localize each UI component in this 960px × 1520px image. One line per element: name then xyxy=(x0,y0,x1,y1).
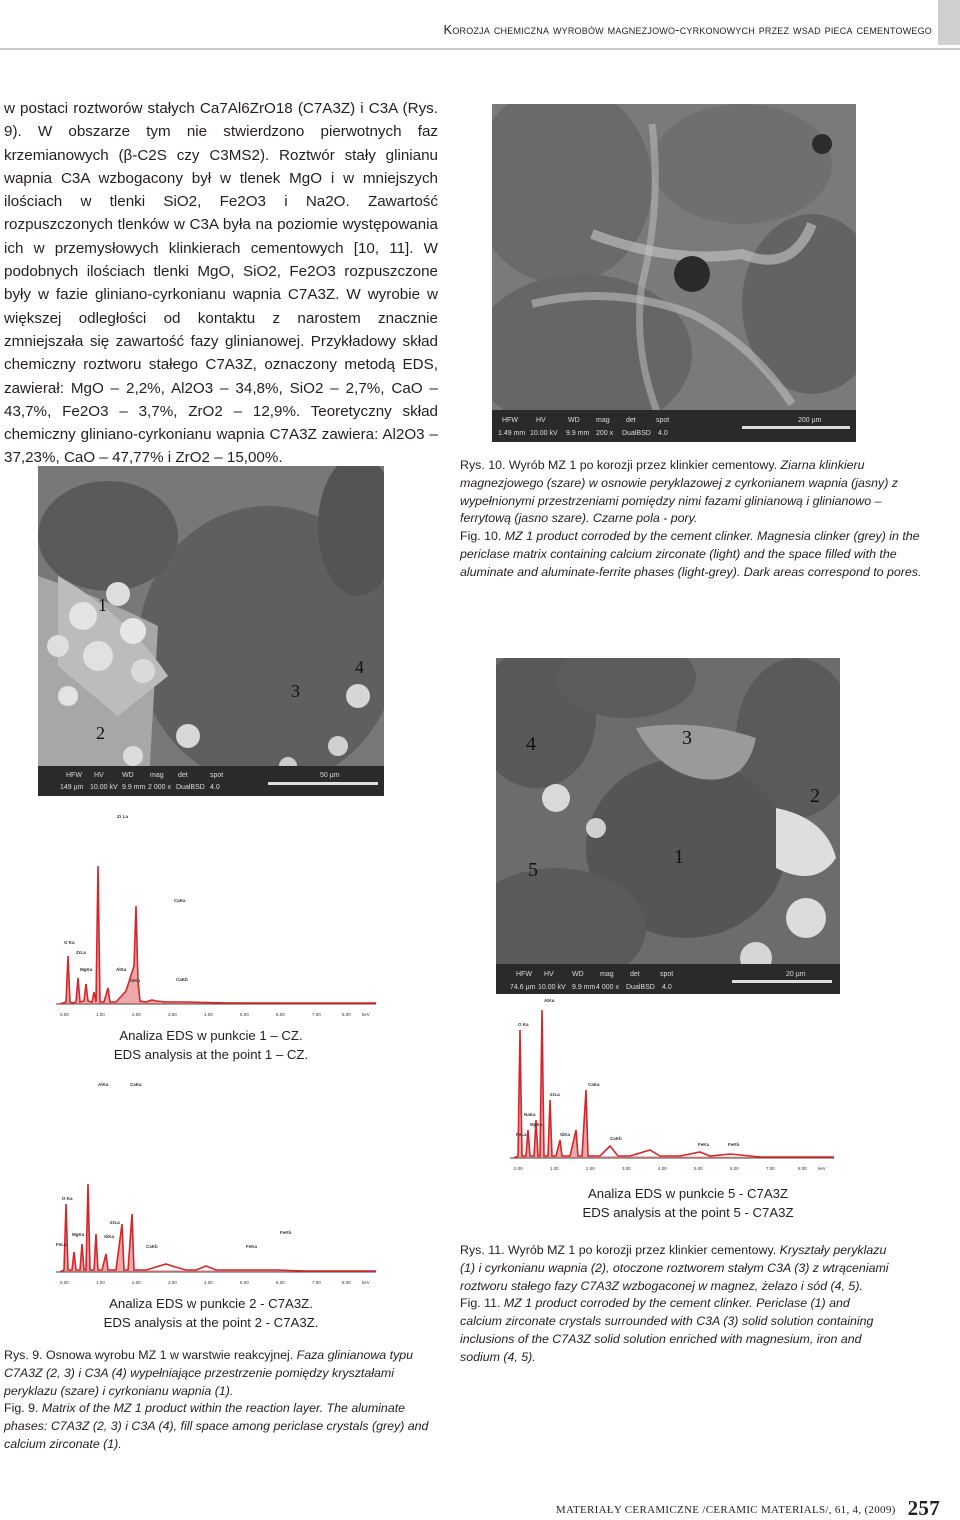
fig11-sb-value: DualBSD xyxy=(626,984,655,991)
eds5-tick: 1.00 xyxy=(550,1166,559,1171)
eds5-peak-label: SiKa xyxy=(560,1132,571,1137)
fig10-sb-label: mag xyxy=(596,417,610,424)
fig10-caption-pl-text: Ziarna klinkieru magnezjowego (szare) w osnowie peryklazowej z cyrkonianem wapnia (jasny) z wypełnionymi przestrzeniami pomiędzy nimi fazami glinianową i glinianowo – ferrytową (jasno szare). Czarne pola - pory. xyxy=(460,458,898,526)
fig9-caption-pl xyxy=(4,1347,436,1400)
fig9-sb-value: 4.0 xyxy=(210,784,220,791)
eds2-tick: 8.00 xyxy=(342,1280,351,1285)
fig11-sb-value: 4 000 x xyxy=(596,984,619,991)
fig9-sb-value: 2 000 x xyxy=(148,784,171,791)
fig9-point-label: 4 xyxy=(355,657,364,677)
eds5-peak-label: O Ka xyxy=(518,1022,529,1027)
fig11-sb-label: mag xyxy=(600,971,614,978)
fig11-caption-pl xyxy=(460,1242,894,1295)
eds2-tick: 5.00 xyxy=(240,1280,249,1285)
fig10-sb-value: 1.49 mm xyxy=(498,430,526,437)
fig11-caption-en xyxy=(460,1295,894,1366)
eds5-tick: 8.00 xyxy=(798,1166,807,1171)
eds-spectrum-point5 xyxy=(500,990,840,1176)
fig10-sb-label: det xyxy=(626,417,636,424)
eds1-peak-label: AlKa xyxy=(116,967,127,972)
eds2-label-pl: Analiza EDS w punkcie 2 - C7A3Z. xyxy=(109,1296,313,1311)
eds-spectrum-point1 xyxy=(46,806,382,1022)
fig10-sb-value: 4.0 xyxy=(658,430,668,437)
fig9-micrograph xyxy=(38,466,384,796)
eds5-peak-label: CaKb xyxy=(610,1136,622,1141)
fig11-point-label: 3 xyxy=(682,727,692,749)
fig11-scale-text: 20 µm xyxy=(786,971,806,978)
eds2-tick: 0.00 xyxy=(60,1280,69,1285)
eds2-label xyxy=(38,1294,384,1332)
fig9-sb-label: det xyxy=(178,772,188,779)
body-paragraph xyxy=(4,97,438,470)
fig10-micrograph xyxy=(492,104,856,442)
eds2-peak-label: FeKa xyxy=(246,1244,258,1249)
fig10-sb-value: 9.9 mm xyxy=(566,430,590,437)
eds1-tick: 3.00 xyxy=(168,1012,177,1017)
fig10-caption-en-lead: Fig. 10. xyxy=(460,529,502,544)
eds5-tick: 6.00 xyxy=(730,1166,739,1171)
eds1-peak-label: SiKa xyxy=(130,978,141,983)
fig10-caption-pl xyxy=(460,457,930,528)
eds2-peak-label: MgKa xyxy=(72,1232,85,1237)
eds1-label-pl: Analiza EDS w punkcie 1 – CZ. xyxy=(119,1028,303,1043)
eds1-tick: 7.00 xyxy=(312,1012,321,1017)
eds2-peak-label: FeLa xyxy=(56,1242,67,1247)
eds2-tick: 1.00 xyxy=(96,1280,105,1285)
eds5-peak-label: FeKb xyxy=(728,1142,740,1147)
eds1-tick: 1.00 xyxy=(96,1012,105,1017)
fig11-sb-label: WD xyxy=(572,971,584,978)
fig9-sb-label: mag xyxy=(150,772,164,779)
fig9-sb-value: 10.00 kV xyxy=(90,784,118,791)
eds1-tick: keV xyxy=(362,1012,370,1017)
fig11-caption-en-text: MZ 1 product corroded by the cement clinker. Periclase (1) and calcium zirconate crystals surrounded with C3A (3) solid solution containing inclusions of the C7A3Z solid solution enriched with magnesium, iron and sodium (4, 5). xyxy=(460,1296,874,1364)
eds2-tick: 2.00 xyxy=(132,1280,141,1285)
page-number: 257 xyxy=(907,1496,940,1520)
eds5-label-pl: Analiza EDS w punkcie 5 - C7A3Z xyxy=(587,1186,789,1201)
header-tab-decoration xyxy=(938,0,960,45)
eds1-label-en: EDS analysis at the point 1 – CZ. xyxy=(113,1047,309,1062)
eds5-peak-label: AlKa xyxy=(544,998,555,1003)
eds1-tick: 4.00 xyxy=(204,1012,213,1017)
fig11-sb-value: 9.9 mm xyxy=(572,984,596,991)
eds1-tick: 5.00 xyxy=(240,1012,249,1017)
fig11-sb-value: 4.0 xyxy=(662,984,672,991)
fig9-sb-label: HFW xyxy=(66,772,82,779)
eds5-peak-label: MgKa xyxy=(530,1122,543,1127)
eds5-label xyxy=(496,1184,880,1222)
fig9-point-label: 2 xyxy=(96,723,105,743)
fig10-sb-value: 10.00 kV xyxy=(530,430,558,437)
fig10-caption-en-text: MZ 1 product corroded by the cement clinker. Magnesia clinker (grey) in the periclase matrix containing calcium zirconate (light) and the space filled with the aluminate and aluminate-ferrite phases (light-grey). Dark areas correspond to pores. xyxy=(460,529,922,579)
fig9-sb-value: 9.9 mm xyxy=(122,784,146,791)
fig9-caption-pl-lead: Rys. 9. Osnowa wyrobu MZ 1 w warstwie reakcyjnej. xyxy=(4,1348,294,1362)
fig9-scale-text: 50 µm xyxy=(320,772,340,779)
fig11-sb-value: 10.00 kV xyxy=(538,984,566,991)
fig9-sb-value: DualBSD xyxy=(176,784,205,791)
fig11-caption-pl-lead: Rys. 11. Wyrób MZ 1 po korozji przez klinkier cementowy. xyxy=(460,1243,777,1257)
eds5-peak-label: CaKa xyxy=(588,1082,600,1087)
eds5-peak-label: FeKa xyxy=(698,1142,710,1147)
eds5-label-en: EDS analysis at the point 5 - C7A3Z xyxy=(582,1205,794,1220)
fig9-sb-label: HV xyxy=(94,772,104,779)
fig10-sb-label: HV xyxy=(536,417,546,424)
body-paragraph-text: w postaci roztworów stałych Ca7Al6ZrO18 (C7A3Z) i C3A (Rys. 9). W obszarze tym nie stwierdzono pierwotnych faz krzemianowych (β-C2S czy C3MS2). Roztwór stały glinianu wapnia C3A wzbogacony był w tlenek MgO i w mniejszych ilościach w tlenki SiO2, Fe2O3 i Na2O. Zawartość rozpuszczonych tlenków w C3A była na poziomie występowania ich w przemysłowych klinkierach cementowych [10, 11]. W podobnych ilościach tlenki MgO, SiO2, Fe2O3 rozpuszczone były w fazie gliniano-cyrkonianu wapnia C7A3Z. W wyrobie w większej odległości od kontaktu z narostem znacznie zmniejszała się zawartość fazy glinianowej. Przykładowy skład chemiczny roztworu stałego C7A3Z, oznaczony metodą EDS, zawierał: MgO – 2,2%, Al2O3 – 34,8%, SiO2 – 2,7%, CaO – 43,7%, Fe2O3 – 3,7%, ZrO2 – 12,9%. Teoretyczny skład chemiczny gliniano-cyrkonianu wapnia C7A3Z zawiera: Al2O3 – 37,23%, CaO – 47,77% i ZrO2 – 15,00%. xyxy=(4,100,438,467)
fig10-sb-label: spot xyxy=(656,417,670,424)
eds5-peak-label: FeLa xyxy=(516,1132,527,1137)
eds1-tick: 0.00 xyxy=(60,1012,69,1017)
eds5-tick: 0.00 xyxy=(514,1166,523,1171)
eds2-tick: 7.00 xyxy=(312,1280,321,1285)
fig11-caption xyxy=(460,1242,894,1367)
fig9-caption xyxy=(4,1347,436,1454)
eds2-label-en: EDS analysis at the point 2 - C7A3Z. xyxy=(103,1315,319,1330)
fig11-micrograph xyxy=(496,658,840,994)
eds2-peak-label: O Ka xyxy=(62,1196,73,1201)
running-header: Korozja chemiczna wyrobów magnezjowo-cyrkonowych przez wsad pieca cementowego xyxy=(443,22,932,37)
fig11-point-label: 4 xyxy=(526,733,536,755)
fig9-caption-pl-text: Faza glinianowa typu C7A3Z (2, 3) i C3A (4) wypełniające przestrzenie pomiędzy kryształami peryklazu (szare) i cyrkonianu wapnia (1). xyxy=(4,1348,414,1398)
eds1-tick: 6.00 xyxy=(276,1012,285,1017)
fig9-point-label: 1 xyxy=(98,595,107,615)
eds5-tick: 2.00 xyxy=(586,1166,595,1171)
eds5-peak-label: ZrLa xyxy=(550,1092,560,1097)
eds2-peak-label: FeKb xyxy=(280,1230,292,1235)
fig11-sb-label: HFW xyxy=(516,971,532,978)
fig11-sb-label: HV xyxy=(544,971,554,978)
eds1-peak-label: MgKa xyxy=(80,967,93,972)
fig9-caption-en-text: Matrix of the MZ 1 product within the reaction layer. The aluminate phases: C7A3Z (2, 3) i C3A (4), fill space among periclase crystals (grey) and calcium zirconate (1). xyxy=(4,1401,429,1451)
eds2-tick: keV xyxy=(362,1280,370,1285)
eds1-tick: 2.00 xyxy=(132,1012,141,1017)
header-rule xyxy=(0,48,960,50)
fig9-caption-en-lead: Fig. 9. xyxy=(4,1401,39,1416)
eds1-label xyxy=(38,1026,384,1064)
fig9-sb-label: WD xyxy=(122,772,134,779)
fig10-caption xyxy=(460,457,930,582)
fig10-caption-pl-lead: Rys. 10. Wyrób MZ 1 po korozji przez klinkier cementowy. xyxy=(460,458,778,472)
fig9-sb-value: 149 µm xyxy=(60,784,84,791)
fig11-sb-label: spot xyxy=(660,971,674,978)
eds2-tick: 4.00 xyxy=(204,1280,213,1285)
fig9-caption-en xyxy=(4,1400,436,1453)
fig10-sb-label: WD xyxy=(568,417,580,424)
fig11-point-label: 5 xyxy=(528,859,538,881)
eds2-peak-label: AlKa xyxy=(98,1082,109,1087)
fig10-scale-text: 200 µm xyxy=(798,417,822,424)
fig10-sb-value: DualBSD xyxy=(622,430,651,437)
fig10-sb-label: HFW xyxy=(502,417,518,424)
fig10-caption-en xyxy=(460,528,930,581)
eds1-peak-label: ZrLa xyxy=(76,950,86,955)
fig11-sb-value: 74.6 µm xyxy=(510,984,536,991)
fig10-sb-value: 200 x xyxy=(596,430,614,437)
eds-spectrum-point2 xyxy=(46,1074,382,1290)
eds1-peak-label: O Ka xyxy=(64,940,75,945)
eds2-peak-label: SiKa xyxy=(104,1234,115,1239)
fig9-sb-label: spot xyxy=(210,772,224,779)
fig11-caption-pl-text: Kryształy peryklazu (1) i cyrkonianu wapnia (2), otoczone roztworem stałym C3A (3) z wtrąceniami roztworu stałego fazy C7A3Z wzbogaconej w magnez, żelazo i sód (4, 5). xyxy=(460,1243,889,1293)
eds1-tick: 8.00 xyxy=(342,1012,351,1017)
eds5-peak-label: NaKa xyxy=(524,1112,536,1117)
fig11-point-label: 1 xyxy=(674,846,684,868)
eds1-peak-label: CaKb xyxy=(176,977,188,982)
fig11-point-label: 2 xyxy=(810,785,820,807)
eds5-tick: 7.00 xyxy=(766,1166,775,1171)
eds2-peak-label: ZrLa xyxy=(110,1220,120,1225)
eds2-tick: 6.00 xyxy=(276,1280,285,1285)
fig11-caption-en-lead: Fig. 11. xyxy=(460,1296,501,1311)
eds5-tick: 4.00 xyxy=(658,1166,667,1171)
fig9-point-label: 3 xyxy=(291,681,300,701)
eds5-tick: 5.00 xyxy=(694,1166,703,1171)
eds2-peak-label: CaKa xyxy=(130,1082,142,1087)
eds2-tick: 3.00 xyxy=(168,1280,177,1285)
eds5-tick: keV xyxy=(818,1166,826,1171)
eds1-peak-label: CaKa xyxy=(174,898,186,903)
eds1-peak-label: Zr La xyxy=(117,814,129,819)
journal-citation: MATERIAŁY CERAMICZNE /CERAMIC MATERIALS/, 61, 4, (2009) xyxy=(555,1504,896,1516)
eds2-peak-label: CaKb xyxy=(146,1244,158,1249)
fig11-sb-label: det xyxy=(630,971,640,978)
page-footer xyxy=(520,1496,940,1520)
eds5-tick: 3.00 xyxy=(622,1166,631,1171)
